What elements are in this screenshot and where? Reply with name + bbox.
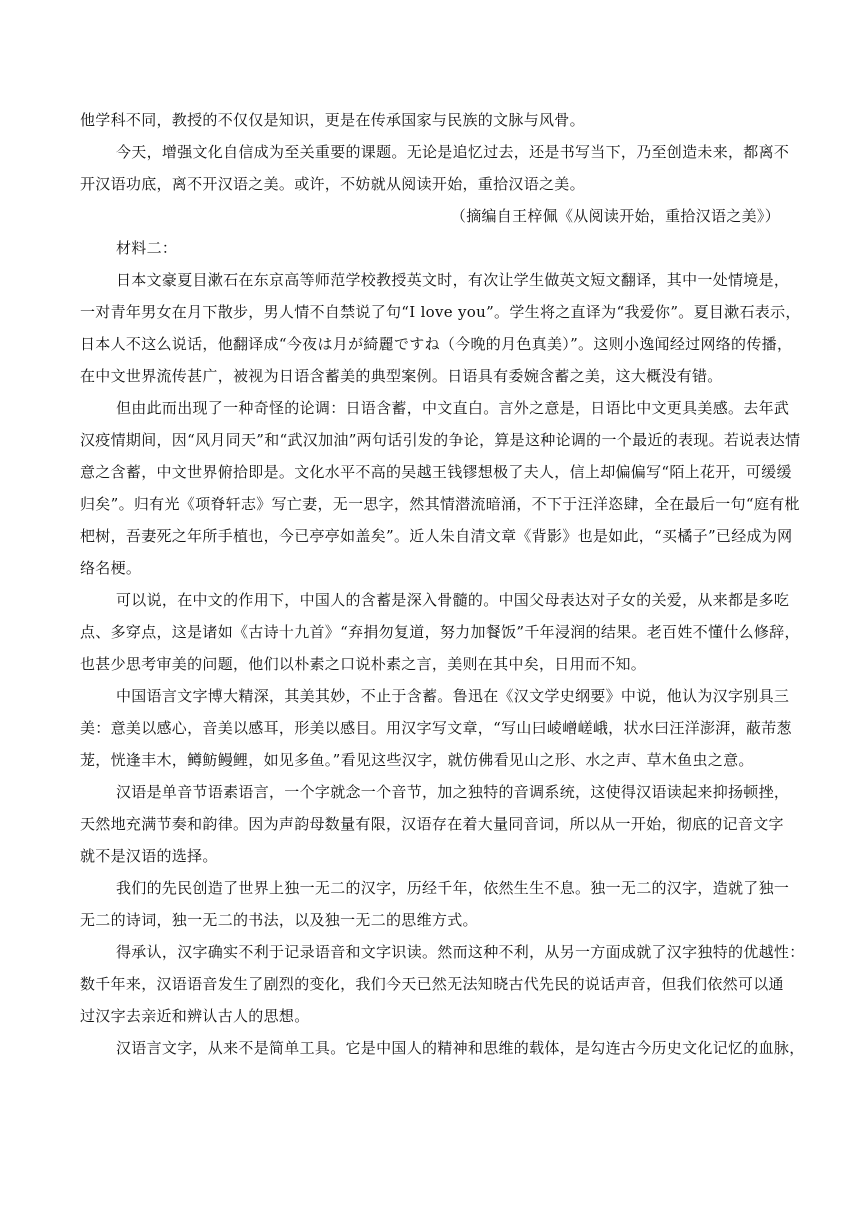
paragraph-line: 中国语言文字博大精深，其美其妙，不止于含蓄。鲁迅在《汉文学史纲要》中说，他认为汉字别具三 xyxy=(116,687,790,705)
paragraph-line: 今天，增强文化自信成为至关重要的课题。无论是追忆过去，还是书写当下，乃至创造未来，都离不 xyxy=(116,143,790,161)
paragraph-line: 但由此而出现了一种奇怪的论调：日语含蓄，中文直白。言外之意是，日语比中文更具美感。去年武 xyxy=(116,399,790,417)
section-heading: 材料二： xyxy=(116,239,178,257)
paragraph-line: 日本文豪夏目漱石在东京高等师范学校教授英文时，有次让学生做英文短文翻译，其中一处情境是， xyxy=(116,271,790,289)
text-line: 在中文世界流传甚广，被视为日语含蓄美的典型案例。日语具有委婉含蓄之美，这大概没有错。 xyxy=(80,367,723,385)
text-line: 汉疫情期间，因“风月同天”和“武汉加油”两句话引发的争论，算是这种论调的一个最近的表现。若说表达情 xyxy=(80,431,801,449)
source-citation: （摘编自王梓佩《从阅读开始，重拾汉语之美》） xyxy=(450,207,780,225)
paragraph-line: 得承认，汉字确实不利于记录语音和文字识读。然而这种不利，从另一方面成就了汉字独特的优越性： xyxy=(116,943,805,961)
text-line: 无二的诗词，独一无二的书法，以及独一无二的思维方式。 xyxy=(80,911,478,929)
text-line: 就不是汉语的选择。 xyxy=(80,847,218,865)
text-line: 美：意美以感心，音美以感耳，形美以感目。用汉字写文章，“写山曰崚嶒嵯峨，状水曰汪洋澎湃，蔽芾葱 xyxy=(80,719,792,737)
text-line: 开汉语功底，离不开汉语之美。或许，不妨就从阅读开始，重拾汉语之美。 xyxy=(80,175,585,193)
text-line: 日本人不这么说话，他翻译成“今夜は月が綺麗ですね（今晚的月色真美）”。这则小逸闻经过网络的传播， xyxy=(80,335,793,353)
text-line: 一对青年男女在月下散步，男人情不自禁说了句“I love you”。学生将之直译为“我爱你”。夏目漱石表示， xyxy=(80,303,801,321)
text-line: 天然地充满节奏和韵律。因为声韵母数量有限，汉语存在着大量同音词，所以从一开始，彻底的记音文字 xyxy=(80,815,784,833)
text-line: 归矣”。归有光《项脊轩志》写亡妻，无一思字，然其情潜流暗涌，不下于汪洋恣肆，全在最后一句“庭有枇 xyxy=(80,495,800,513)
text-line: 数千年来，汉语语音发生了剧烈的变化，我们今天已然无法知晓古代先民的说话声音，但我们依然可以通 xyxy=(80,975,784,993)
text-line: 点、多穿点，这是诸如《古诗十九首》“弃捐勿复道，努力加餐饭”千年浸润的结果。老百姓不懂什么修辞， xyxy=(80,623,800,641)
paragraph-line: 可以说，在中文的作用下，中国人的含蓄是深入骨髓的。中国父母表达对子女的关爱，从来都是多吃 xyxy=(116,591,790,609)
text-line: 他学科不同，教授的不仅仅是知识，更是在传承国家与民族的文脉与风骨。 xyxy=(80,111,585,129)
text-line: 也甚少思考审美的问题，他们以朴素之口说朴素之言，美则在其中矣，日用而不知。 xyxy=(80,655,647,673)
paragraph-line: 汉语言文字，从来不是简单工具。它是中国人的精神和思维的载体，是勾连古今历史文化记忆的血脉， xyxy=(116,1039,805,1057)
text-line: 络名梗。 xyxy=(80,559,142,577)
text-line: 茏，恍逢丰木，鳟鲂鳗鲤，如见多鱼。”看见这些汉字，就仿佛看见山之形、水之声、草木鱼虫之意。 xyxy=(80,751,754,769)
paragraph-line: 我们的先民创造了世界上独一无二的汉字，历经千年，依然生生不息。独一无二的汉字，造就了独一 xyxy=(116,879,790,897)
document-page xyxy=(80,104,805,1064)
text-line: 意之含蓄，中文世界俯拾即是。文化水平不高的吴越王钱镠想极了夫人，信上却偏偏写“陌上花开，可缓缓 xyxy=(80,463,792,481)
paragraph-line: 汉语是单音节语素语言，一个字就念一个音节，加之独特的音调系统，这使得汉语读起来抑扬顿挫， xyxy=(116,783,790,801)
text-line: 过汉字去亲近和辨认古人的思想。 xyxy=(80,1007,310,1025)
text-line: 杷树，吾妻死之年所手植也，今已亭亭如盖矣”。近人朱自清文章《背影》也是如此，“买橘子”已经成为网 xyxy=(80,527,793,545)
